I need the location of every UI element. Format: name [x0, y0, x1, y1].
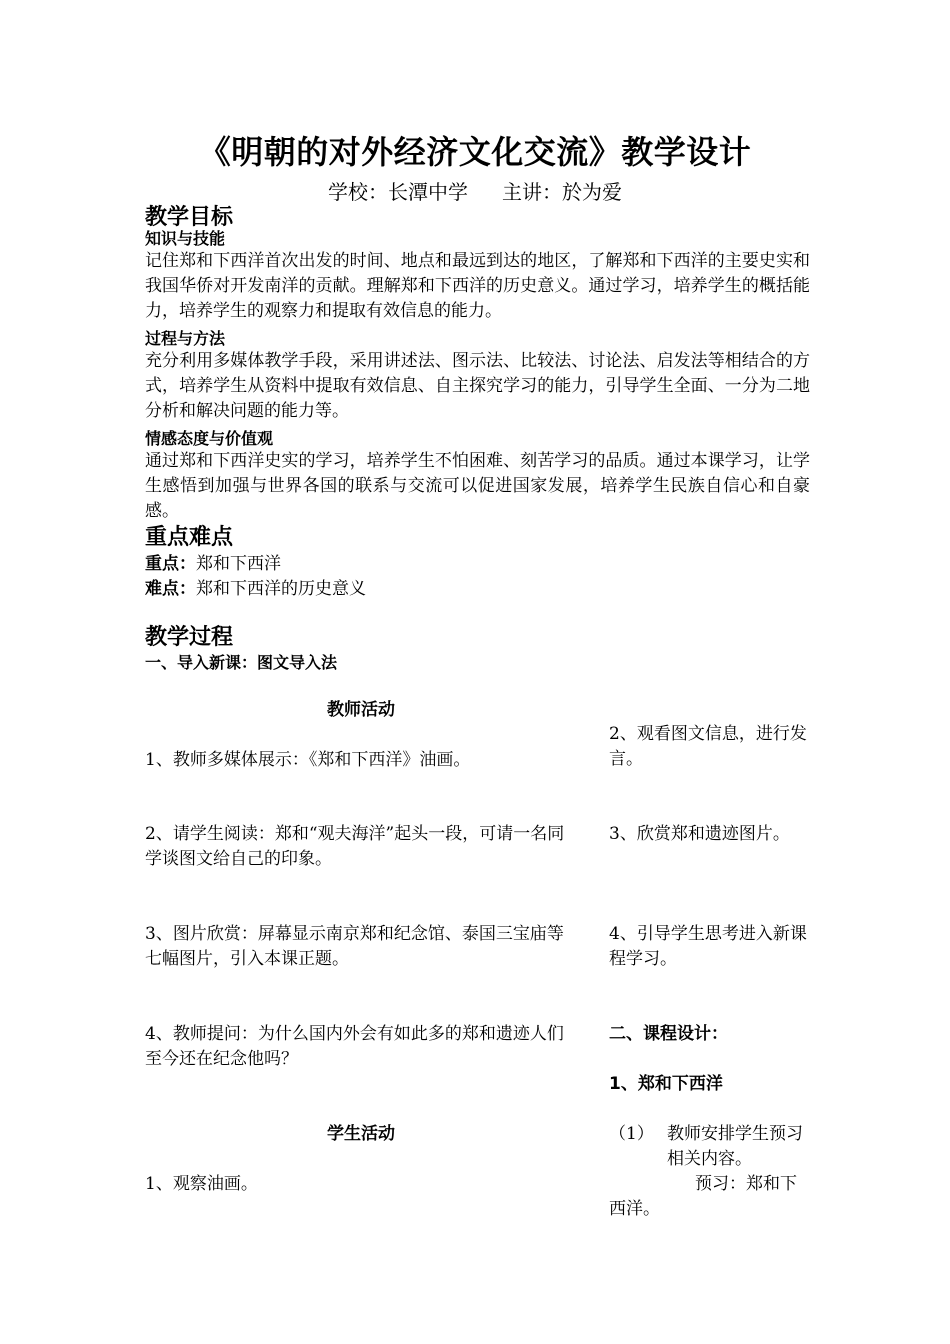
- lecturer-label: 主讲：於为爱: [502, 180, 622, 204]
- school-label: 学校：长潭中学: [328, 180, 468, 204]
- emotion-text: 通过郑和下西洋史实的学习，培养学生不怕困难、刻苦学习的品质。通过本课学习，让学生感悟到加强与世界各国的联系与交流可以促进国家发展，培养学生民族自信心和自豪感。: [145, 451, 810, 521]
- teacher-item-4: 4、教师提问：为什么国内外会有如此多的郑和遗迹人们至今还在纪念他吗？: [145, 1024, 564, 1069]
- hard-text: 郑和下西洋的历史意义: [196, 579, 366, 599]
- key-point: [145, 549, 281, 574]
- key-text: 郑和下西洋: [196, 554, 281, 574]
- design-subheading: 1、郑和下西洋: [609, 1074, 723, 1094]
- design-heading: 二、课程设计：: [609, 1024, 728, 1044]
- student-item-1: 1、观察油画。: [145, 1174, 258, 1194]
- step1-heading: 一、导入新课：图文导入法: [145, 653, 338, 672]
- design-preview: 预习：郑和下西洋。: [609, 1174, 797, 1219]
- teacher-item-2: 2、请学生阅读：郑和“观夫海洋”起头一段，可请一名同学谈图文给自己的印象。: [145, 824, 565, 869]
- right-item-4: 4、引导学生思考进入新课程学习。: [609, 924, 807, 969]
- teacher-item-1: 1、教师多媒体展示：《郑和下西洋》油画。: [145, 750, 471, 770]
- process-method-heading: 过程与方法: [145, 329, 226, 348]
- right-item-3: 3、欣赏郑和遗迹图片。: [609, 824, 790, 844]
- student-activity-header: 学生活动: [327, 1124, 395, 1144]
- document-title: 《明朝的对外经济文化交流》教学设计: [198, 133, 752, 171]
- hard-point: [145, 574, 366, 599]
- right-item-2: 2、观看图文信息，进行发言。: [609, 724, 807, 769]
- process-method-text: 充分利用多媒体教学手段，采用讲述法、图示法、比较法、讨论法、启发法等相结合的方式，培养学生从资料中提取有效信息、自主探究学习的能力，引导学生全面、一分为二地分析和解决问题的能力等。: [145, 351, 810, 421]
- knowledge-text: 记住郑和下西洋首次出发的时间、地点和最远到达的地区，了解郑和下西洋的主要史实和我国华侨对开发南洋的贡献。理解郑和下西洋的历史意义。通过学习，培养学生的概括能力，培养学生的观察力和提取有效信息的能力。: [145, 251, 810, 321]
- knowledge-heading: 知识与技能: [145, 229, 226, 248]
- teacher-activity-header: 教师活动: [327, 700, 395, 720]
- process-heading: 教学过程: [145, 625, 234, 650]
- hard-label: 难点：: [145, 579, 196, 599]
- key-label: 重点：: [145, 554, 196, 574]
- subtitle: [0, 176, 950, 205]
- design-item-number: （1）: [609, 1124, 654, 1144]
- goals-heading: 教学目标: [145, 205, 234, 230]
- teacher-item-3: 3、图片欣赏：屏幕显示南京郑和纪念馆、泰国三宝庙等七幅图片，引入本课正题。: [145, 924, 564, 969]
- emotion-heading: 情感态度与价值观: [145, 429, 274, 448]
- design-item-1: [609, 1122, 811, 1222]
- design-item-text: 教师安排学生预习相关内容。: [667, 1124, 803, 1169]
- keypoints-heading: 重点难点: [145, 525, 234, 550]
